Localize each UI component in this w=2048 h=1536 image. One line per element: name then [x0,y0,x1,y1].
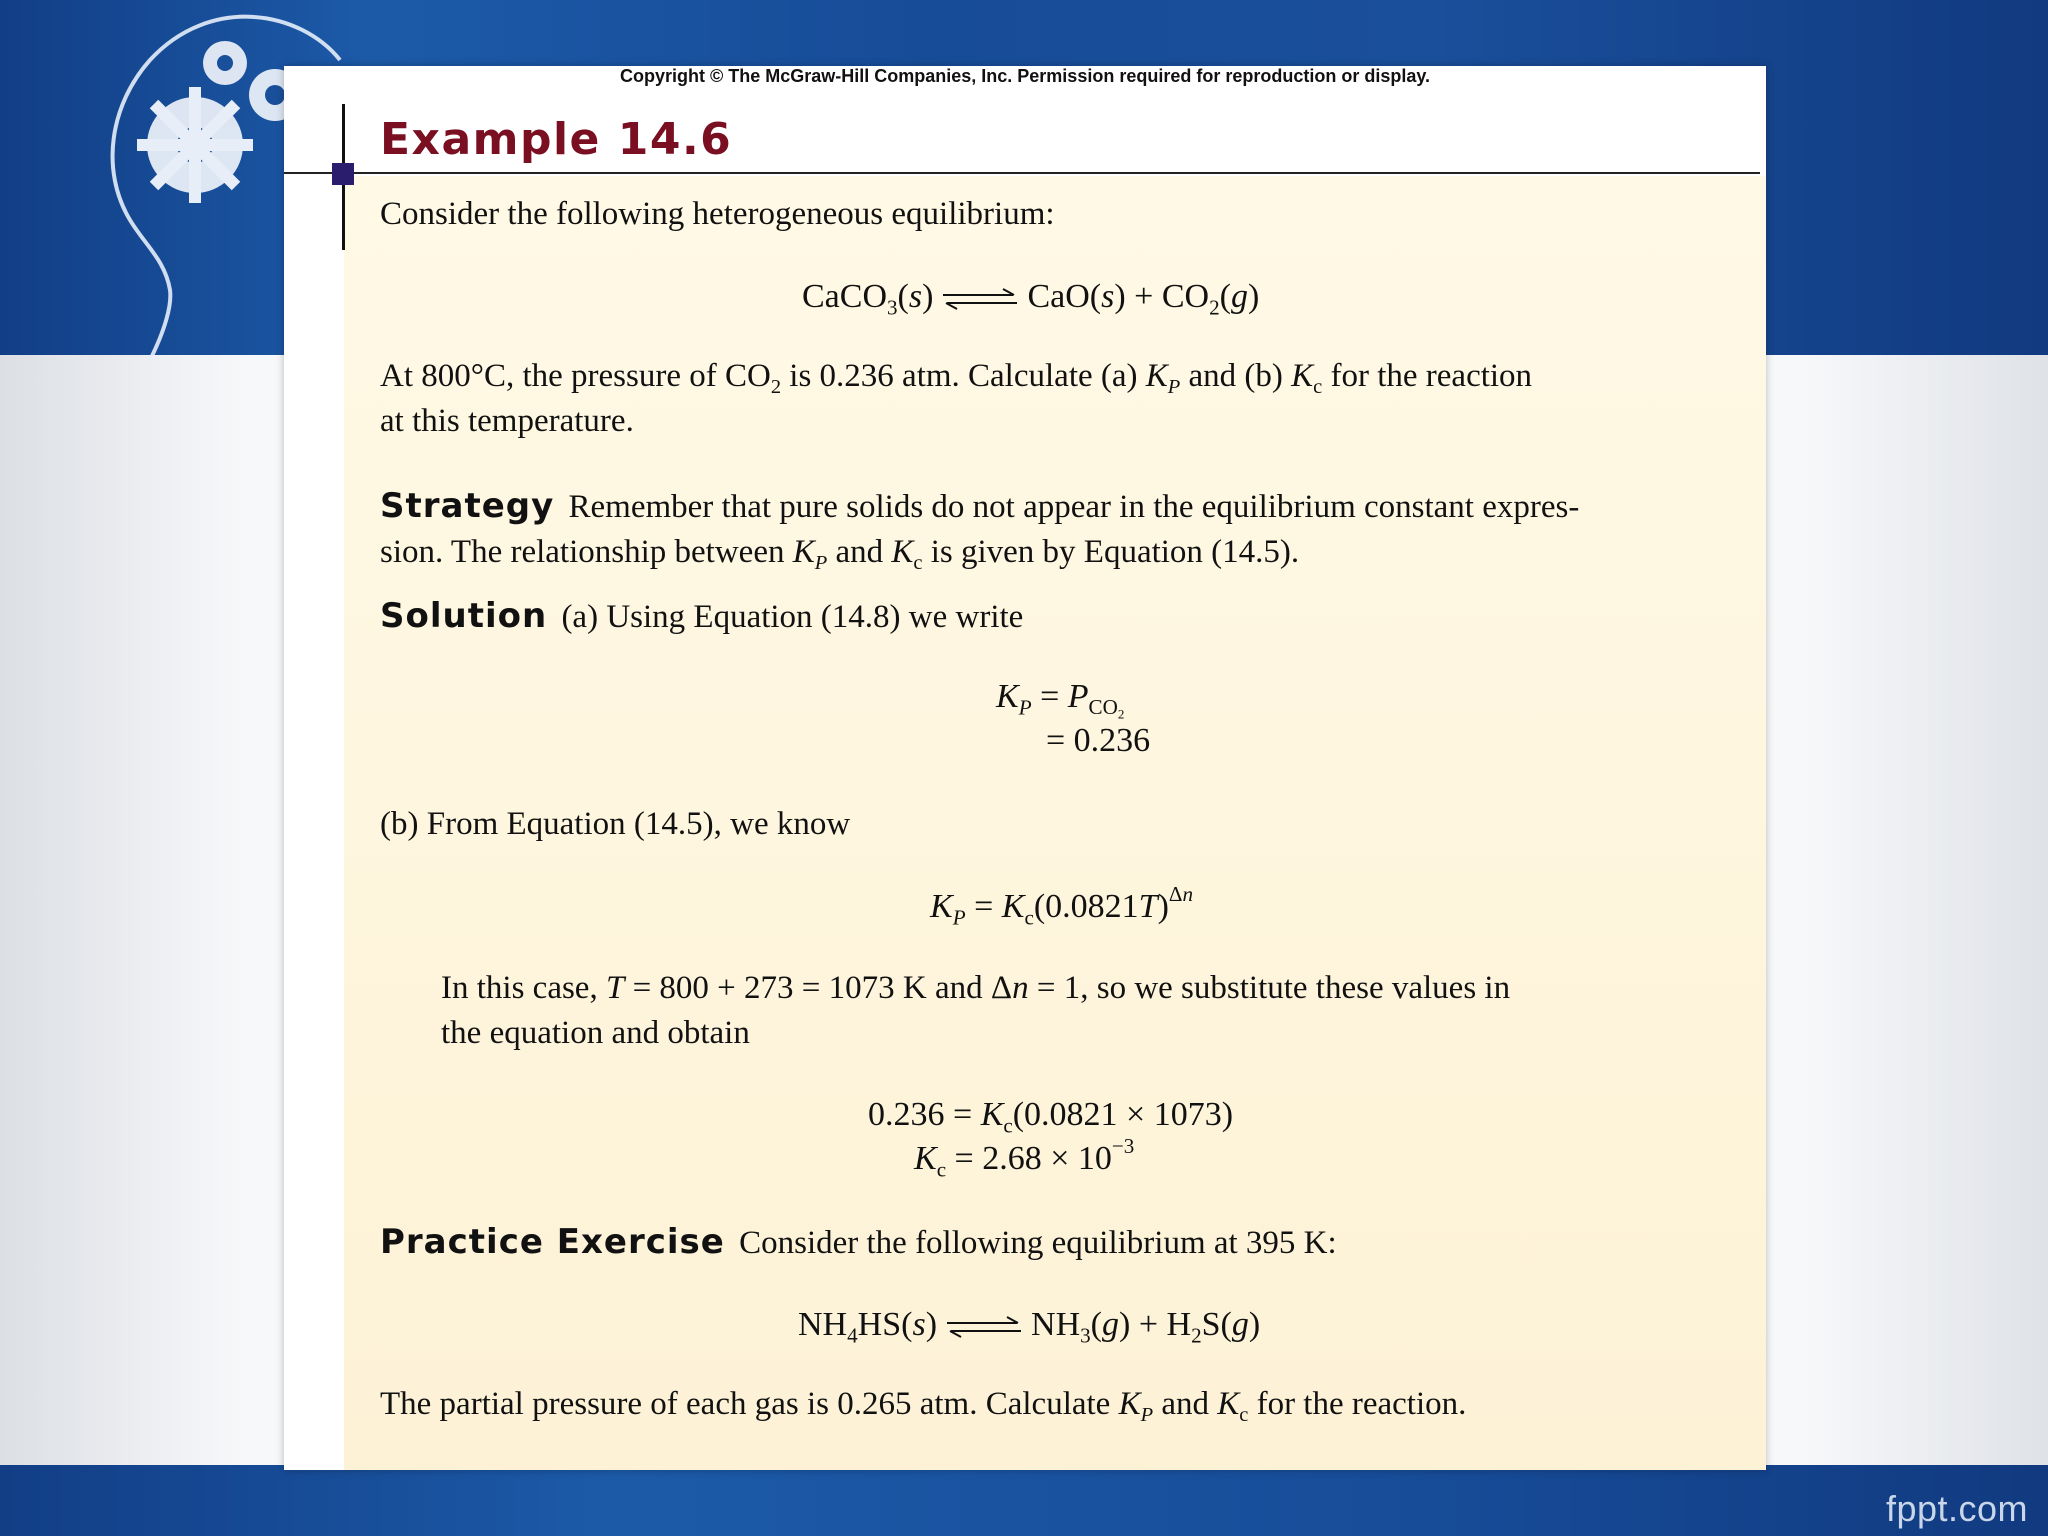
final-part: The partial pressure of each gas is 0.265 atm. Calculate [380,1386,1119,1422]
problem-text: At 800°C, the pressure of $CO_2$ is 0.236 atm. Calculate (a) $K_P$ and (b) $K_c$ for the reaction at this temperature. [380,358,1533,439]
solution-paragraph [380,594,1023,640]
case-paragraph: In this case, T = 800 + 273 = 1073 K and Δn = 1, so we substitute these values in the equation and obtain [441,970,1511,1051]
kc-calculation-line-2: $K_c = 2.68 \times 10^{-3}$ [914,1134,1135,1182]
problem-part: and (b) [1180,358,1292,394]
calc-exponent: −3 [1111,1134,1135,1159]
kc-calculation-line-1: $0.236 = K_c(0.0821 \times 1073)$ [868,1096,1234,1138]
problem-part: is 0.236 atm. Calculate (a) [781,358,1146,394]
strategy-label: Strategy [380,486,555,526]
equilibrium-arrow-icon [947,1316,1021,1338]
final-part: for the reaction. [1248,1386,1467,1422]
kp-kc-relation: $K_P = K_c(0.0821T)^{\Delta n}$ [930,882,1193,930]
problem-part: At 800°C, the pressure of CO [380,358,771,394]
kp-value: = 0.236 [1046,722,1151,759]
case-text: the equation and obtain [441,1015,750,1051]
strategy-paragraph: Strategy Remember that pure solids do not appear in the equilibrium constant expres- sion. The relationship between $K_P$ and $K_c$ is given by Equation (14.5). [380,486,1580,575]
final-part: and [1153,1386,1218,1422]
equilibrium-equation-1: CaCO$_3$(s) $CaO(s) + CO_2(g)$ [802,278,1260,320]
calc-part: (0.0821 × 1073) [1012,1096,1234,1133]
brand-watermark: fppt.com [1885,1488,2028,1529]
intro-text: Consider the following heterogeneous equilibrium: [380,196,1055,232]
part-b-text: (b) From Equation (14.5), we know [380,806,851,842]
strategy-text: is given by Equation (14.5). [922,534,1300,570]
case-text: = 800 + 273 = 1073 K and Δ [624,970,1013,1006]
solution-text: (a) Using Equation (14.8) we write [561,599,1024,635]
practice-text: Consider the following equilibrium at 395 K: [739,1225,1337,1261]
case-text: In this case, [441,970,606,1006]
copyright-notice: Copyright © The McGraw-Hill Companies, Inc. Permission required for reproduction or display. [619,66,1431,86]
strategy-text: Remember that pure solids do not appear in the equilibrium constant expres- [568,489,1580,525]
solution-label: Solution [380,596,548,636]
case-text: = 1, so we substitute these values in [1028,970,1511,1006]
calc-part: = 2.68 × 10 [946,1140,1112,1177]
strategy-text: and [827,534,892,570]
calc-part: 0.236 = [868,1096,981,1133]
textbook-page [284,66,1766,1470]
section-marker [332,163,354,185]
equilibrium-equation-2: $NH_4HS(s) NH_3(g) + H_2S(g)$ [798,1306,1261,1348]
strategy-text: sion. The relationship between [380,534,793,570]
horizontal-rule [284,172,1760,174]
problem-part: at this temperature. [380,403,634,439]
practice-label: Practice Exercise [380,1222,725,1262]
equilibrium-arrow-icon [943,288,1017,310]
problem-part: for the reaction [1322,358,1533,394]
example-title: Example 14.6 [380,114,733,165]
final-text: The partial pressure of each gas is 0.265 atm. Calculate $K_P$ and $K_c$ for the reaction. [380,1386,1467,1427]
kp-equation: $K_P = P_{CO_2}$ [996,678,1125,722]
practice-paragraph [380,1220,1337,1266]
slide-footer-band [0,1465,2048,1536]
